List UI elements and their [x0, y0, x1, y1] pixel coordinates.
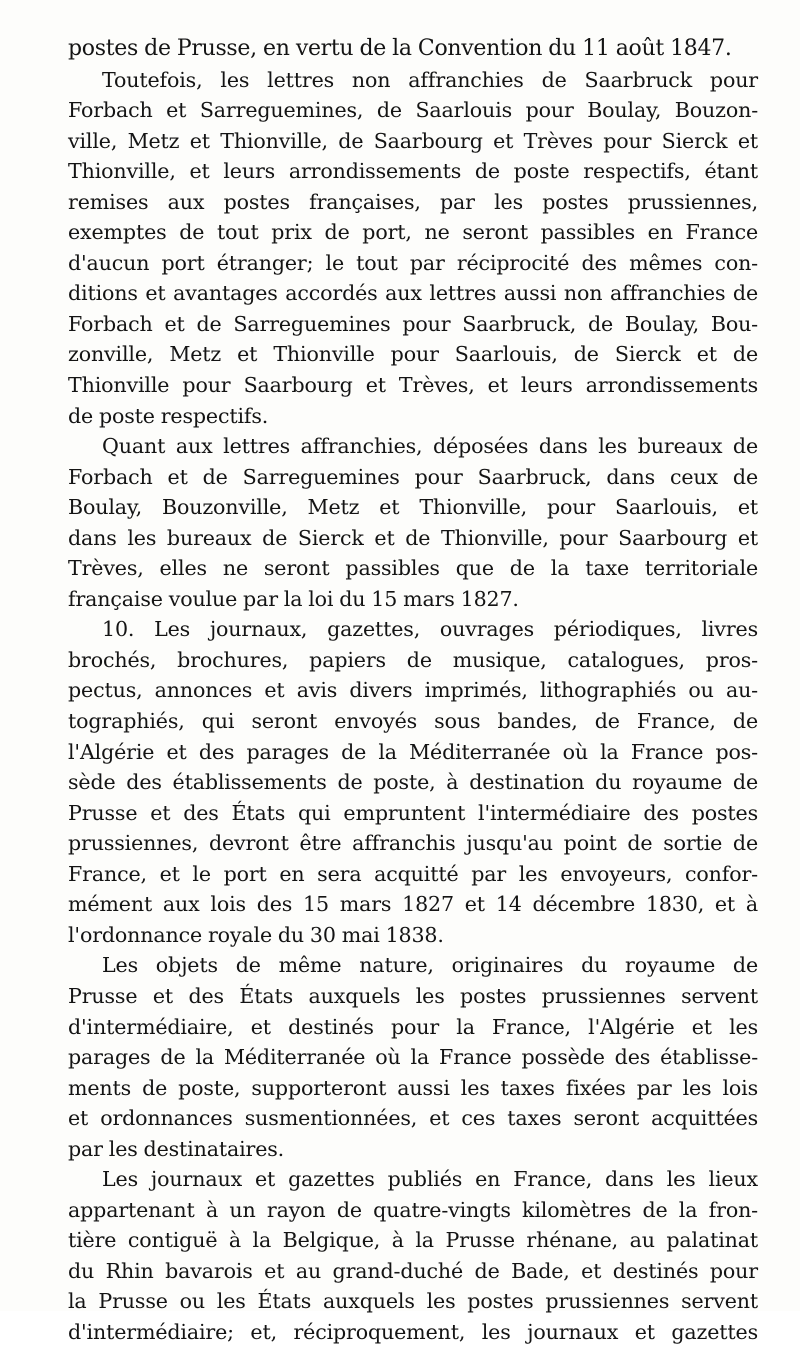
text-line: ments de poste, supporteront aussi les taxes fixées par les lois [68, 1075, 758, 1100]
text-line: Prusse et des États auxquels les postes prussiennes servent [68, 983, 758, 1008]
text-line: sède des établissements de poste, à destination du royaume de [68, 770, 758, 795]
text-line: dans les bureaux de Sierck et de Thionville, pour Saarbourg et [68, 525, 758, 550]
text-line: brochés, brochures, papiers de musique, catalogues, pros- [68, 647, 758, 672]
text-line: appartenant à un rayon de quatre-vingts kilomètres de la fron- [68, 1197, 758, 1222]
text-line: Forbach et de Sarreguemines pour Saarbruck, dans ceux de [68, 464, 758, 489]
text-line: France, et le port en sera acquitté par les envoyeurs, confor- [68, 861, 758, 886]
text-line: d'intermédiaire; et, réciproquement, les journaux et gazettes [68, 1319, 758, 1344]
text-line: de poste respectifs. [68, 403, 269, 428]
text-line: Toutefois, les lettres non affranchies de Saarbruck pour [102, 67, 758, 92]
text-line: d'aucun port étranger; le tout par réciprocité des mêmes con- [68, 250, 758, 275]
text-line: Boulay, Bouzonville, Metz et Thionville, pour Saarlouis, et [68, 495, 758, 520]
text-line: prussiennes, devront être affranchis jusqu'au point de sortie de [68, 831, 758, 856]
text-line: l'Algérie et des parages de la Méditerranée où la France pos- [68, 739, 758, 764]
text-line: 10. Les journaux, gazettes, ouvrages périodiques, livres [102, 617, 758, 642]
text-line: Les journaux et gazettes publiés en France, dans les lieux [102, 1167, 758, 1192]
text-line: la Prusse ou les États auxquels les postes prussiennes servent [68, 1289, 758, 1314]
text-line: et ordonnances susmentionnées, et ces taxes seront acquittées [68, 1106, 758, 1131]
text-line: tière contiguë à la Belgique, à la Prusse rhénane, au palatinat [68, 1228, 758, 1253]
text-line: Les objets de même nature, originaires du royaume de [102, 953, 758, 978]
text-line: l'ordonnance royale du 30 mai 1838. [68, 922, 444, 947]
text-line: Prusse et des États qui empruntent l'intermédiaire des postes [68, 800, 758, 825]
text-line: Thionville, et leurs arrondissements de poste respectifs, étant [68, 159, 758, 184]
text-line: tographiés, qui seront envoyés sous bandes, de France, de [68, 709, 758, 734]
text-line: remises aux postes françaises, par les postes prussiennes, [68, 189, 758, 214]
text-line: pectus, annonces et avis divers imprimés, lithographiés ou au- [68, 678, 758, 703]
text-line: postes de Prusse, en vertu de la Convention du 11 août 1847. [68, 36, 732, 61]
body-text [68, 34, 758, 1348]
text-line: du Rhin bavarois et au grand-duché de Bade, et destinés pour [68, 1258, 758, 1283]
text-line: mément aux lois des 15 mars 1827 et 14 décembre 1830, et à [68, 892, 758, 917]
text-line: Quant aux lettres affranchies, déposées dans les bureaux de [102, 434, 758, 459]
text-line: Trèves, elles ne seront passibles que de la taxe territoriale [68, 556, 758, 581]
text-line: par les destinataires. [68, 1136, 285, 1161]
text-line: française voulue par la loi du 15 mars 1827. [68, 586, 519, 611]
text-line: ditions et avantages accordés aux lettres aussi non affranchies de [68, 281, 758, 306]
text-line: Thionville pour Saarbourg et Trèves, et leurs arrondissements [68, 373, 758, 398]
text-line: parages de la Méditerranée où la France possède des établisse- [68, 1045, 758, 1070]
text-line: exemptes de tout prix de port, ne seront passibles en France [68, 220, 758, 245]
text-line: ville, Metz et Thionville, de Saarbourg et Trèves pour Sierck et [68, 128, 758, 153]
text-line: zonville, Metz et Thionville pour Saarlouis, de Sierck et de [68, 342, 758, 367]
text-line: Forbach et Sarreguemines, de Saarlouis pour Boulay, Bouzon- [68, 98, 758, 123]
text-line: d'intermédiaire, et destinés pour la France, l'Algérie et les [68, 1014, 758, 1039]
text-line: Forbach et de Sarreguemines pour Saarbruck, de Boulay, Bou- [68, 311, 758, 336]
